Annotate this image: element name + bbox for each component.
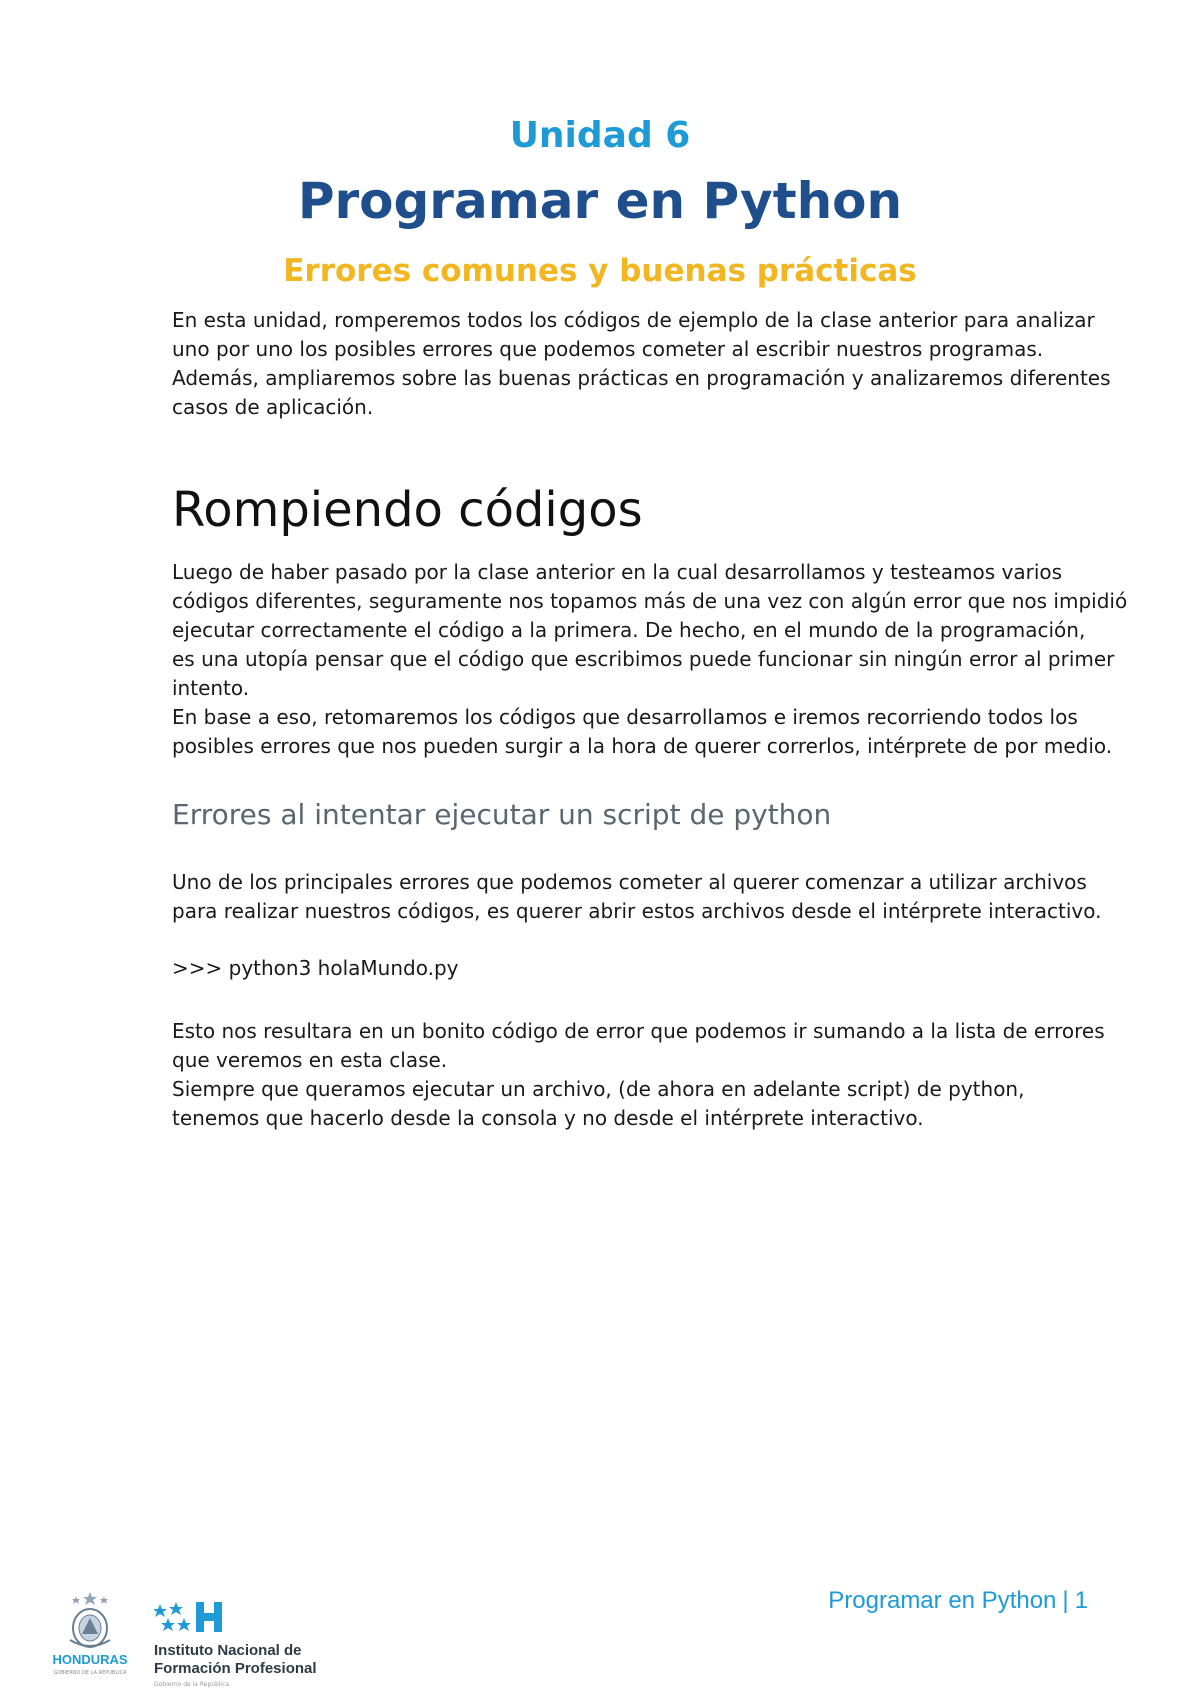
body-line: es una utopía pensar que el código que escribimos puede funcionar sin ningún error al primer — [172, 647, 1115, 671]
section-heading-errores-script: Errores al intentar ejecutar un script de python — [172, 798, 832, 831]
body-line: posibles errores que nos pueden surgir a la hora de querer correrlos, intérprete de por medio. — [172, 734, 1113, 758]
intro-line: En esta unidad, romperemos todos los códigos de ejemplo de la clase anterior para analizar — [172, 308, 1095, 332]
honduras-emblem-icon — [40, 1590, 140, 1652]
section1-paragraph-1 — [172, 558, 1128, 703]
page-title: Programar en Python — [297, 172, 903, 230]
body-line: Luego de haber pasado por la clase anterior en la cual desarrollamos y testeamos varios — [172, 560, 1063, 584]
code-example: >>> python3 holaMundo.py — [172, 956, 459, 980]
section2-paragraph-1 — [172, 868, 1102, 926]
honduras-logo — [40, 1590, 140, 1690]
footer-page-label — [828, 1587, 1088, 1615]
footer-separator: | — [1062, 1587, 1069, 1614]
intro-line: uno por uno los posibles errores que podemos cometer al escribir nuestros programas. — [172, 337, 1044, 361]
intro-line: casos de aplicación. — [172, 395, 374, 419]
body-line: para realizar nuestros códigos, es querer abrir estos archivos desde el intérprete interactivo. — [172, 899, 1102, 923]
body-line: ejecutar correctamente el código a la primera. De hecho, en el mundo de la programación, — [172, 618, 1086, 642]
body-line: Uno de los principales errores que podemos cometer al querer comenzar a utilizar archivos — [172, 870, 1087, 894]
body-line: intento. — [172, 676, 250, 700]
body-line: tenemos que hacerlo desde la consola y no desde el intérprete interactivo. — [172, 1106, 924, 1130]
body-line: Siempre que queramos ejecutar un archivo, (de ahora en adelante script) de python, — [172, 1077, 1025, 1101]
intro-paragraph — [172, 306, 1111, 422]
body-line: Esto nos resultara en un bonito código de error que podemos ir sumando a la lista de errores — [172, 1019, 1105, 1043]
page-subtitle: Errores comunes y buenas prácticas — [283, 253, 917, 289]
infop-logo — [152, 1598, 372, 1693]
section1-paragraph-2 — [172, 703, 1113, 761]
infop-name-line1: Instituto Nacional de — [154, 1642, 302, 1659]
footer-page-number: 1 — [1074, 1587, 1088, 1614]
infop-name — [154, 1642, 317, 1678]
unit-label: Unidad 6 — [509, 115, 691, 156]
footer-doc-title: Programar en Python — [828, 1587, 1057, 1614]
infop-name-line2: Formación Profesional — [154, 1660, 317, 1677]
body-line: códigos diferentes, seguramente nos topamos más de una vez con algún error que nos impidió — [172, 589, 1128, 613]
section2-paragraph-2 — [172, 1017, 1105, 1075]
intro-line: Además, ampliaremos sobre las buenas prácticas en programación y analizaremos diferentes — [172, 366, 1111, 390]
section-heading-rompiendo: Rompiendo códigos — [172, 482, 643, 538]
infop-mark-icon — [154, 1598, 234, 1638]
body-line: que veremos en esta clase. — [172, 1048, 448, 1072]
section2-paragraph-3 — [172, 1075, 1088, 1133]
infop-tagline: Gobierno de la República — [154, 1681, 230, 1688]
honduras-wordmark: HONDURAS — [52, 1652, 128, 1667]
honduras-tagline: GOBIERNO DE LA REPÚBLICA — [53, 1670, 127, 1676]
body-line: En base a eso, retomaremos los códigos que desarrollamos e iremos recorriendo todos los — [172, 705, 1078, 729]
